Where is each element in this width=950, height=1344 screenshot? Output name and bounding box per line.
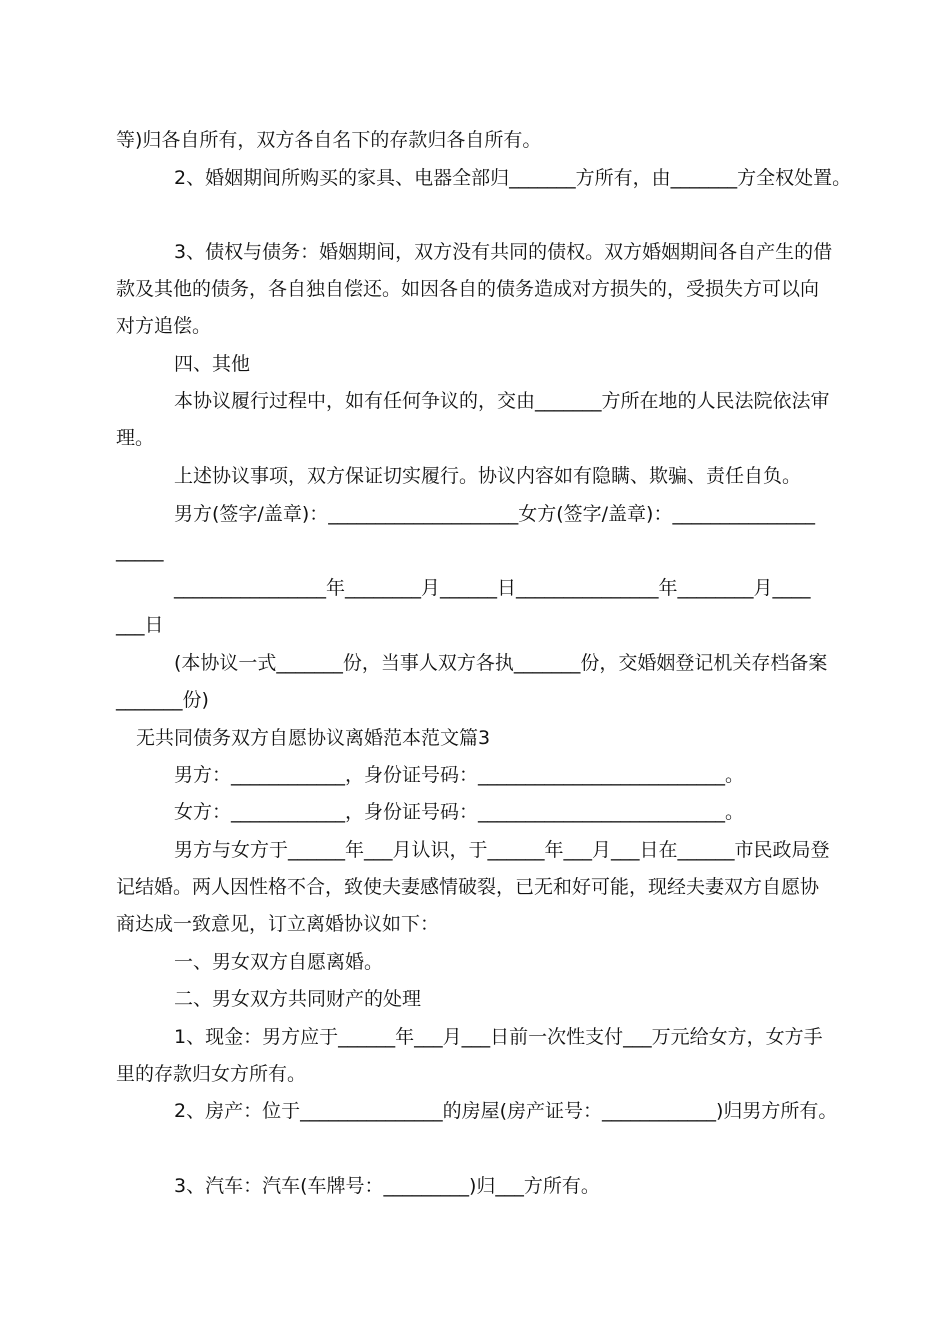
paragraph-line: 里的存款归女方所有。 — [116, 1063, 307, 1085]
paragraph-line: 二、男女双方共同财产的处理 — [174, 988, 422, 1010]
paragraph-line: 记结婚。两人因性格不合，致使夫妻感情破裂，已无和好可能，现经夫妻双方自愿协 — [116, 876, 820, 898]
paragraph-line: 本协议履行过程中，如有任何争议的，交由_______方所在地的人民法院依法审 — [174, 390, 830, 412]
paragraph-line: 2、房产：位于_______________的房屋(房产证号：____________)归男方所有。 — [174, 1100, 838, 1122]
paragraph-line: (本协议一式_______份，当事人双方各执_______份，交婚姻登记机关存档备案 — [174, 652, 828, 674]
paragraph-line: 对方追偿。 — [116, 315, 212, 337]
paragraph-line: 3、汽车：汽车(车牌号：_________)归___方所有。 — [174, 1175, 600, 1197]
signature-line: 男方(签字/盖章)：____________________女方(签字/盖章)：_______________ — [174, 503, 815, 525]
paragraph-line: 上述协议事项，双方保证切实履行。协议内容如有隐瞒、欺骗、责任自负。 — [174, 465, 802, 487]
paragraph-line: _______份) — [116, 689, 209, 711]
paragraph-line: 等)归各自所有，双方各自名下的存款归各自所有。 — [116, 129, 542, 151]
date-line: ___日 — [116, 614, 164, 636]
signature-line: _____ — [116, 540, 164, 562]
date-line: ________________年________月______日_______________年________月____ — [174, 577, 811, 599]
paragraph-line: 女方：____________，身份证号码：__________________________。 — [174, 801, 745, 823]
paragraph-line: 理。 — [116, 427, 155, 449]
paragraph-line: 男方与女方于______年___月认识，于______年___月___日在______市民政局登 — [174, 839, 830, 861]
article-title: 无共同债务双方自愿协议离婚范本范文篇3 — [136, 727, 491, 749]
paragraph-line: 男方：____________，身份证号码：__________________________。 — [174, 764, 745, 786]
paragraph-line: 款及其他的债务，各自独自偿还。如因各自的债务造成对方损失的，受损失方可以向 — [116, 278, 820, 300]
paragraph-line: 1、现金：男方应于______年___月___日前一次性支付___万元给女方，女方手 — [174, 1026, 823, 1048]
paragraph-line: 3、债权与债务：婚姻期间，双方没有共同的债权。双方婚姻期间各自产生的借 — [174, 241, 833, 263]
paragraph-line: 一、男女双方自愿离婚。 — [174, 951, 384, 973]
section-heading: 四、其他 — [174, 353, 251, 375]
paragraph-line: 2、婚姻期间所购买的家具、电器全部归_______方所有，由_______方全权处置。 — [174, 167, 852, 189]
paragraph-line: 商达成一致意见，订立离婚协议如下： — [116, 913, 440, 935]
